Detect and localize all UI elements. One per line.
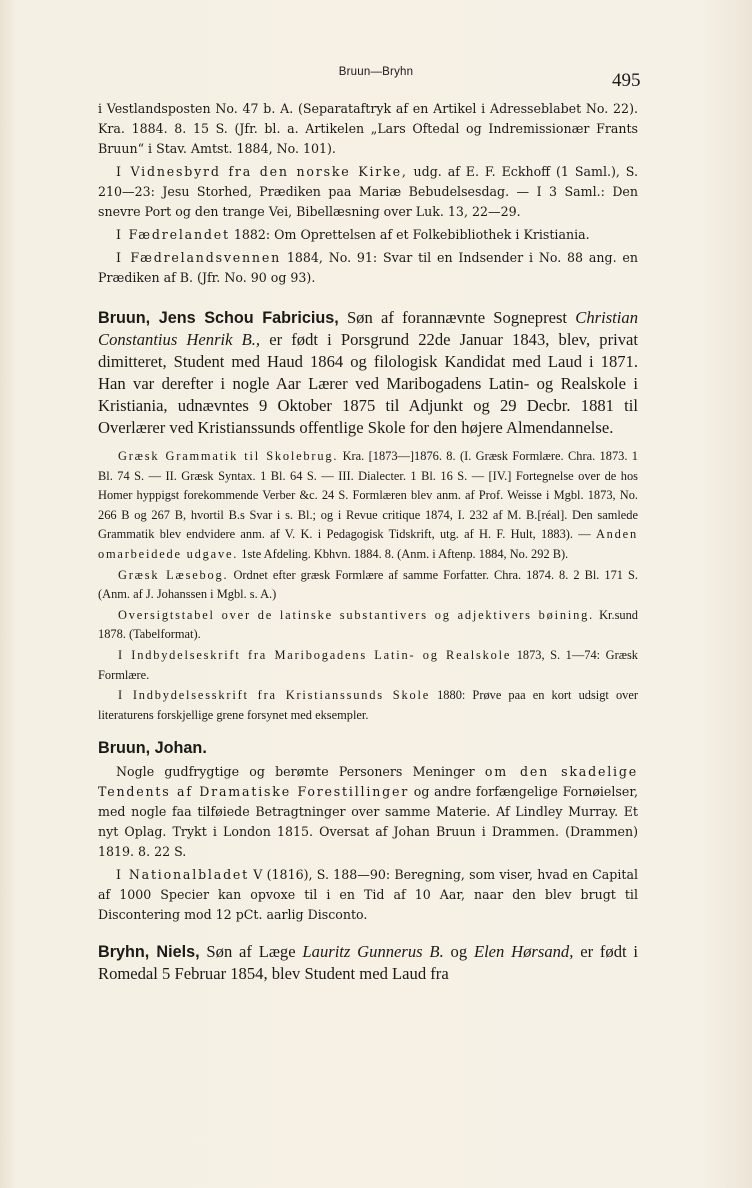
entry-and: og [450, 942, 468, 962]
entry-bryhn-bio [98, 941, 638, 985]
source-text: V (1816), S. 188—90: Beregning, som viser, hvad en Capital af 1000 Specier kan opvoxe til i en Tid af 10 Aar, naar den blev brugt til Discontering mod 12 pCt. aarlig Disconto. [98, 867, 638, 923]
work-title: Græsk Læsebog. [118, 567, 229, 582]
work-item [98, 646, 638, 685]
running-head: Bruun—Bryhn [338, 66, 414, 78]
work-title: Anden omarbeidede udgave. [98, 527, 638, 561]
source-title: I Vidnesbyrd fra den norske Kirke, [116, 164, 408, 179]
continuation-paragraph: i Vestlandsposten No. 47 b. A. (Separataftryk af en Artikel i Adresseblabet No. 22). Kra. 1884. 8. 15 S. (Jfr. bl. a. Artikelen „Lars Oftedal og Indremissionær Frants Bruun“ i Stav. Amtst. 1884, No. 101). [98, 101, 638, 156]
work-intro: Nogle gudfrygtige og berømte Personers Meninger [116, 764, 475, 780]
work-item [98, 686, 638, 725]
entry-mother: Elen Hørsand, [473, 942, 574, 962]
source-text: 1882: Om Oprettelsen af et Folkebibliothek i Kristiania. [233, 227, 590, 242]
work-text: 1ste Afdeling. Kbhvn. 1884. 8. (Anm. i Aftenp. 1884, No. 292 B). [241, 546, 569, 561]
work-item [98, 566, 638, 605]
spacer [98, 725, 638, 739]
work-title: Oversigtstabel over de latinske substantivers og adjektivers bøining. [118, 607, 594, 622]
work-text: Kra. [1873—]1876. 8. (I. Græsk Formlære. Chra. 1873. 1 Bl. 74 S. — II. Græsk Syntax. 1 Bl. 64 S. — III. Dialecter. 1 Bl. 16 S. — [IV.] Fortegnelse over de hos Homer hyppigst forekommende Verber &c. 24 S. Formlæren blev anm. af Prof. Weisse i Mgbl. 1873, No. 266 B og 267 B, hvortil B.s Svar i s. Bl.; og i Revue critique 1874, I. 232 af M. B.[réal]. Den samlede Grammatik blev endvidere anm. af V. K. i Pedagogisk Tidskrift, utg. af H. F. Hult, 1883). — [98, 449, 638, 542]
entry-text: er født i Porsgrund 22de Januar 1843, blev, privat dimitteret, Student med Haud 1864 og filologisk Kandidat med Laud i 1871. Han var derefter i nogle Aar Lærer ved Maribogadens Latin- og Realskole i Kristiania, udnævntes 9 Oktober 1875 til Adjunkt og 29 Decbr. 1881 til Overlærer ved Kristianssunds offentlige Skole for den højere Almendannelse. [98, 330, 639, 437]
entry-johan-source [98, 865, 638, 925]
source-text: udg. af E. F. Eckhoff (1 Saml.), S. 210—23: Jesu Storhed, Prædiken paa Mariæ Bebudelsesdag. — I 3 Saml.: Den snevre Port og den trange Vei, Bibellæsning over Luk. 13, 22—29. [98, 164, 638, 219]
work-text: og andre forfængelige Fornøielser, med nogle faa tilføiede Betragtninger over samme Materie. Af Lindley Murray. Et nyt Oplag. Trykt i London 1815. Oversat af Johan Bruun i Drammen. (Drammen) 1819. 8. 22 S. [98, 784, 638, 860]
spacer [98, 288, 638, 307]
entry-intro: Søn af forannævnte Sogneprest [346, 308, 568, 327]
entry-name: Bryhn, Niels, [98, 943, 200, 962]
work-item [98, 447, 638, 565]
entry-johan-work [98, 762, 638, 862]
work-text: 1873, S. 1—74: Græsk Formlære. [98, 647, 638, 682]
source-title: I Fædrelandsvennen [116, 250, 281, 265]
work-title: Græsk Grammatik til Skolebrug. [118, 449, 339, 463]
continuation-item [98, 248, 638, 288]
continuation-item [98, 225, 638, 245]
entry-text: er født i Romedal 5 Februar 1854, blev Student med Laud fra [98, 942, 639, 984]
entry-father: Lauritz Gunnerus B. [302, 942, 444, 962]
page-number: 495 [612, 70, 641, 91]
source-title: I Nationalbladet [116, 867, 250, 883]
entry-name: Bruun, Jens Schou Fabricius, [98, 309, 339, 327]
work-item [98, 606, 638, 645]
source-title: I Fædrelandet [116, 227, 230, 242]
entry-intro: Søn af Læge [206, 942, 296, 962]
entry-johan-name: Bruun, Johan. [98, 739, 207, 758]
continuation-item [98, 162, 638, 222]
source-text: 1884, No. 91: Svar til en Indsender i No. 88 ang. en Prædiken af B. (Jfr. No. 90 og 93). [98, 250, 638, 285]
work-title: om den skadelige Tendents af Dramatiske Forestillinger [98, 764, 638, 800]
spacer [98, 925, 638, 941]
work-title: I Indbydelsesskrift fra Kristianssunds Skole [118, 688, 430, 703]
work-text: Ordnet efter græsk Formlære af samme Forfatter. Chra. 1874. 8. 2 Bl. 171 S. (Anm. af J. Johanssen i Mgbl. s. A.) [98, 567, 638, 602]
work-text: 1880: Prøve paa en kort udsigt over literaturens forskjellige grene forsynet med eksempler. [98, 688, 638, 722]
spacer [98, 439, 638, 447]
page-content [98, 99, 638, 985]
work-text: Kr.sund 1878. (Tabelformat). [98, 607, 638, 642]
entry-jens-bio [98, 307, 638, 439]
entry-father: Christian Constantius Henrik B., [98, 308, 638, 349]
work-title: I Indbydelseskrift fra Maribogadens Latin- og Realskole [118, 647, 512, 662]
